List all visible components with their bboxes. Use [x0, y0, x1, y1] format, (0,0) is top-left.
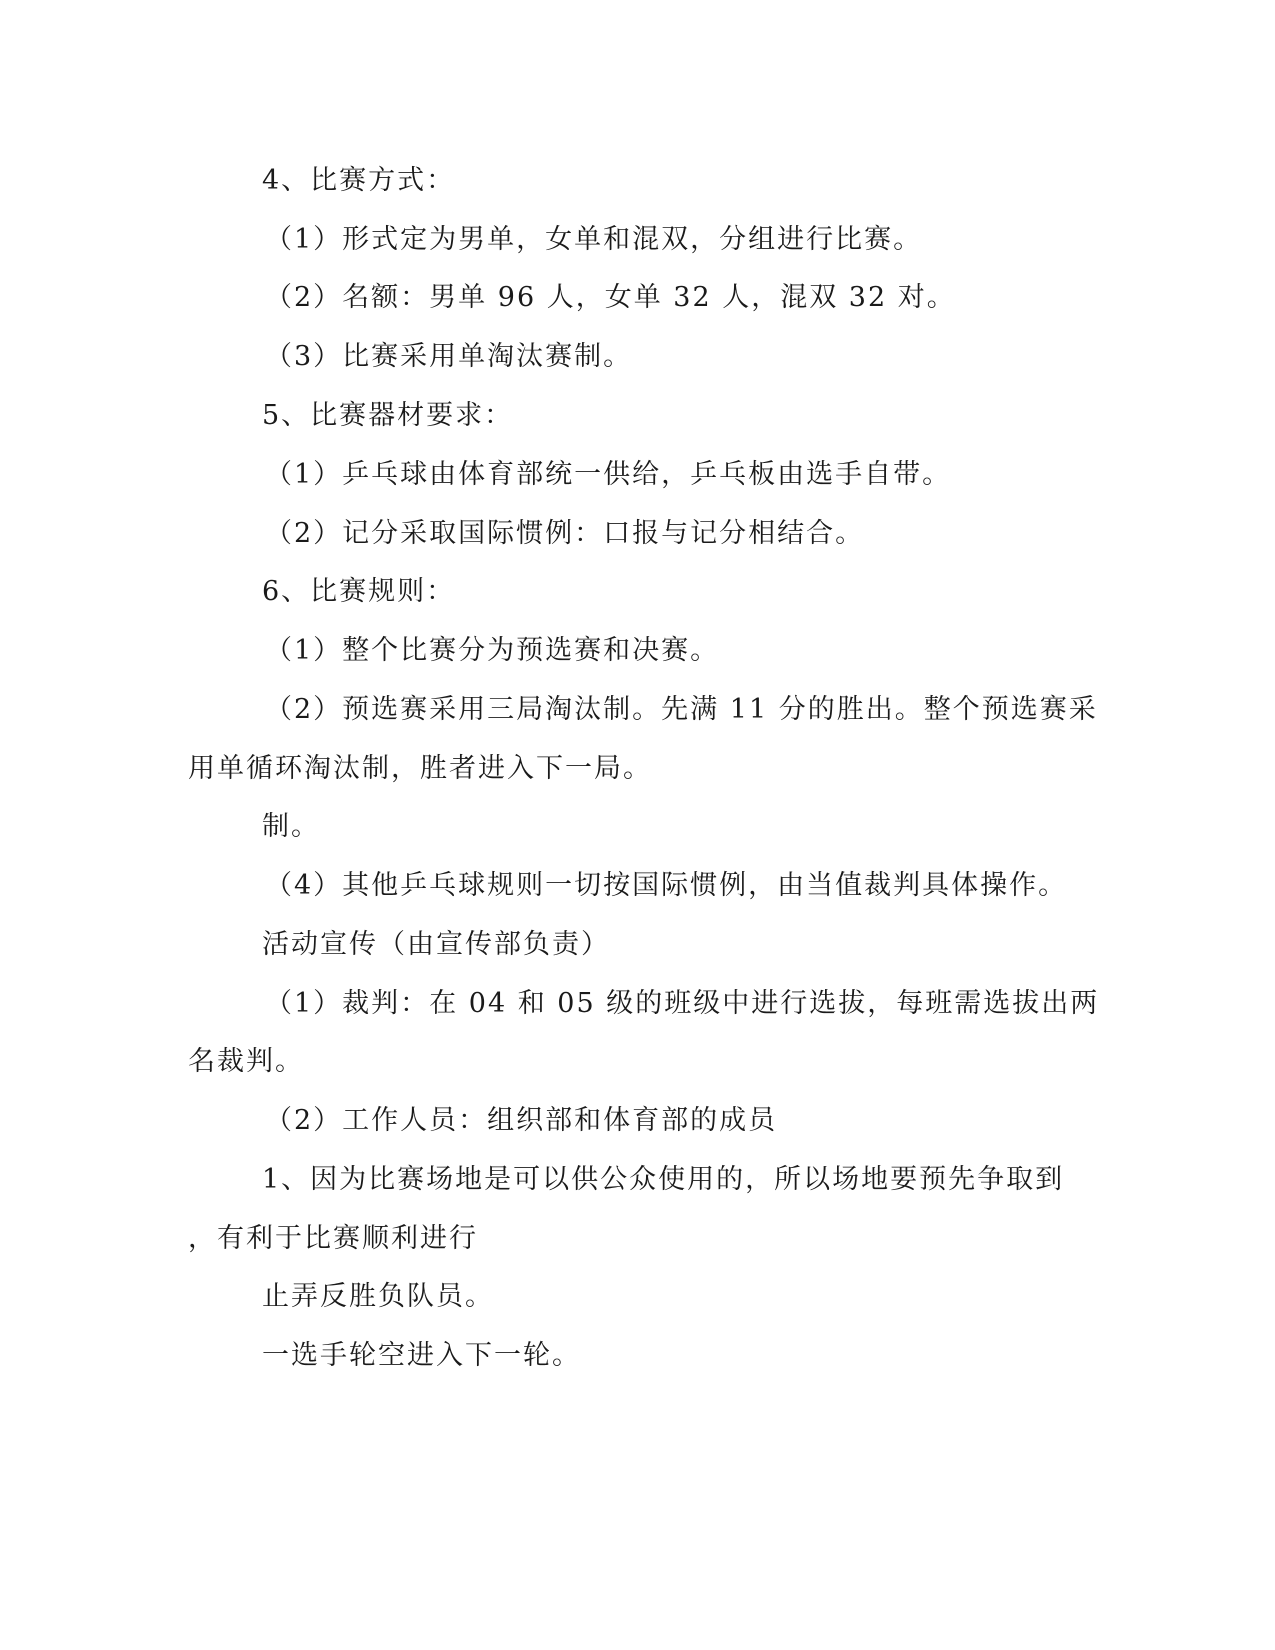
paragraph-line: 一选手轮空进入下一轮。: [262, 1340, 581, 1371]
paragraph-line: ，有利于比赛顺利进行: [188, 1223, 478, 1254]
paragraph-line: （2）名额：男单 96 人，女单 32 人，混双 32 对。: [265, 282, 956, 313]
paragraph-line: （1）裁判：在 04 和 05 级的班级中进行选拔，每班需选拔出两: [265, 988, 1100, 1019]
section-heading-equipment: 5、比赛器材要求：: [262, 400, 514, 431]
section-heading-rules: 6、比赛规则：: [262, 576, 456, 607]
paragraph-line: （2）记分采取国际惯例：口报与记分相结合。: [265, 518, 865, 549]
paragraph-line: （1）整个比赛分为预选赛和决赛。: [265, 635, 720, 666]
paragraph-line: 名裁判。: [188, 1046, 304, 1077]
paragraph-line: （2）预选赛采用三局淘汰制。先满 11 分的胜出。整个预选赛采: [265, 694, 1098, 725]
section-heading-competition-format: 4、比赛方式：: [262, 165, 456, 196]
paragraph-line: 止弄反胜负队员。: [262, 1281, 494, 1312]
paragraph-line: （4）其他乒乓球规则一切按国际惯例，由当值裁判具体操作。: [265, 870, 1068, 901]
paragraph-line: 制。: [262, 811, 320, 842]
paragraph-line: （1）形式定为男单，女单和混双，分组进行比赛。: [265, 224, 923, 255]
paragraph-line: （1）乒乓球由体育部统一供给，乒乓板由选手自带。: [265, 459, 952, 490]
paragraph-line: （3）比赛采用单淘汰赛制。: [265, 341, 633, 372]
paragraph-line: 1、因为比赛场地是可以供公众使用的，所以场地要预先争取到: [262, 1164, 1065, 1195]
paragraph-line: （2）工作人员：组织部和体育部的成员: [265, 1105, 778, 1136]
paragraph-line: 用单循环淘汰制，胜者进入下一局。: [188, 753, 652, 784]
section-heading-publicity: 活动宣传（由宣传部负责）: [262, 929, 610, 960]
